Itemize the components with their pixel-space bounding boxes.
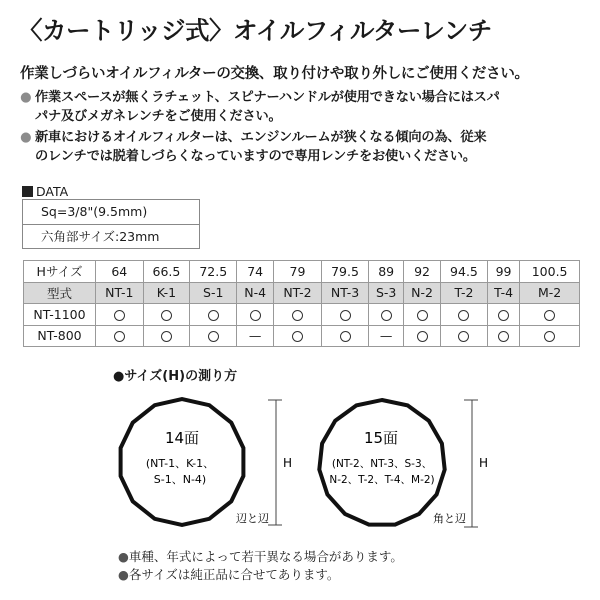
h-size-row-cell: 99 bbox=[487, 261, 519, 283]
compatible-circle-icon bbox=[417, 310, 428, 321]
model-row bbox=[24, 304, 580, 326]
model-row-cell bbox=[190, 304, 237, 326]
compatible-circle-icon bbox=[292, 331, 303, 342]
fifteen-label: 15面 bbox=[363, 429, 399, 447]
compatible-circle-icon bbox=[544, 310, 555, 321]
model-row-cell bbox=[274, 325, 322, 347]
model-row-cell bbox=[96, 304, 144, 326]
h-size-row-cell: 74 bbox=[237, 261, 274, 283]
model-row-cell bbox=[404, 304, 441, 326]
fourteen-models-line1: (NT-1、K-1、 bbox=[145, 457, 215, 470]
bullet-marker: ● bbox=[20, 130, 32, 145]
fourteen-caption: 辺と辺 bbox=[236, 512, 269, 525]
compatible-circle-icon bbox=[114, 310, 125, 321]
type-row-cell: NT-3 bbox=[321, 282, 369, 304]
type-row bbox=[24, 282, 580, 304]
compatible-circle-icon bbox=[498, 331, 509, 342]
type-row-cell: S-3 bbox=[369, 282, 404, 304]
compatible-circle-icon bbox=[340, 331, 351, 342]
compatible-circle-icon bbox=[381, 310, 392, 321]
fourteen-sided-diagram bbox=[121, 399, 292, 525]
fourteen-h-label: H bbox=[283, 456, 293, 470]
bullet-line: 新車におけるオイルフィルターは、エンジンルームが狭くなる傾向の為、従来 bbox=[35, 130, 487, 145]
model-row-header: NT-1100 bbox=[24, 304, 96, 326]
type-row-cell: N-4 bbox=[237, 282, 274, 304]
model-row-cell bbox=[487, 304, 519, 326]
polygon-diagrams bbox=[0, 385, 600, 545]
model-row-cell bbox=[274, 304, 322, 326]
page-subtitle: 作業しづらいオイルフィルターの交換、取り付けや取り外しにご使用ください。 bbox=[20, 66, 529, 82]
note-text: 車種、年式によって若干異なる場合があります。 bbox=[128, 549, 403, 564]
compatible-circle-icon bbox=[208, 331, 219, 342]
spec-hex-size: 六角部サイズ:23mm bbox=[23, 224, 199, 248]
type-row-cell: T-2 bbox=[441, 282, 488, 304]
type-row-cell: NT-1 bbox=[96, 282, 144, 304]
type-row-cell: K-1 bbox=[143, 282, 190, 304]
type-row-cell: NT-2 bbox=[274, 282, 322, 304]
model-row-cell bbox=[441, 325, 488, 347]
bullet-item bbox=[20, 128, 585, 166]
model-row-cell bbox=[321, 304, 369, 326]
note-text: 各サイズは純正品に合せてあります。 bbox=[128, 567, 340, 582]
fifteen-models-line1: (NT-2、NT-3、S-3、 bbox=[331, 458, 433, 470]
compatible-circle-icon bbox=[498, 310, 509, 321]
bullet-marker: ● bbox=[20, 90, 32, 105]
h-size-row-cell: 66.5 bbox=[143, 261, 190, 283]
model-row bbox=[24, 325, 580, 347]
model-row-cell bbox=[369, 304, 404, 326]
compatible-circle-icon bbox=[114, 331, 125, 342]
model-row-cell bbox=[237, 304, 274, 326]
h-size-row-cell: 100.5 bbox=[520, 261, 580, 283]
bullet-line: パナ及びメガネレンチをご使用ください。 bbox=[35, 109, 282, 124]
compatible-circle-icon bbox=[161, 331, 172, 342]
fourteen-label: 14面 bbox=[164, 429, 200, 447]
bullet-line: 作業スペースが無くラチェット、スピナーハンドルが使用できない場合にはスパ bbox=[35, 90, 500, 105]
square-bullet-icon bbox=[22, 186, 33, 197]
type-row-cell: N-2 bbox=[404, 282, 441, 304]
compatible-circle-icon bbox=[417, 331, 428, 342]
h-size-row-cell: 89 bbox=[369, 261, 404, 283]
spec-square-drive: Sq=3/8"(9.5mm) bbox=[41, 204, 148, 219]
compatible-circle-icon bbox=[544, 331, 555, 342]
model-row-cell: — bbox=[369, 325, 404, 347]
size-table bbox=[23, 260, 580, 347]
type-row-cell: T-4 bbox=[487, 282, 519, 304]
fifteen-h-label: H bbox=[479, 456, 489, 470]
model-row-cell bbox=[96, 325, 144, 347]
h-size-row-cell: 79 bbox=[274, 261, 322, 283]
notes bbox=[118, 548, 403, 584]
type-row-cell: M-2 bbox=[520, 282, 580, 304]
compatible-circle-icon bbox=[208, 310, 219, 321]
compatible-circle-icon bbox=[458, 331, 469, 342]
fourteen-models-line2: S-1、N-4) bbox=[153, 473, 207, 486]
compatible-circle-icon bbox=[458, 310, 469, 321]
compatible-circle-icon bbox=[340, 310, 351, 321]
model-row-cell bbox=[190, 325, 237, 347]
h-size-row-cell: 79.5 bbox=[321, 261, 369, 283]
model-row-cell bbox=[487, 325, 519, 347]
h-size-row-header: Hサイズ bbox=[24, 261, 96, 283]
note-item bbox=[118, 548, 403, 566]
h-size-row-cell: 94.5 bbox=[441, 261, 488, 283]
note-marker: ● bbox=[118, 567, 129, 582]
page-title: 〈カートリッジ式〉オイルフィルターレンチ bbox=[18, 16, 492, 45]
measure-title: ●サイズ(H)の測り方 bbox=[113, 369, 238, 384]
fifteen-sided-diagram bbox=[319, 400, 488, 527]
model-row-cell bbox=[143, 325, 190, 347]
model-row-cell: — bbox=[237, 325, 274, 347]
note-marker: ● bbox=[118, 549, 129, 564]
model-row-cell bbox=[520, 304, 580, 326]
model-row-cell bbox=[404, 325, 441, 347]
model-row-cell bbox=[321, 325, 369, 347]
h-size-row bbox=[24, 261, 580, 283]
compatible-circle-icon bbox=[161, 310, 172, 321]
model-row-cell bbox=[143, 304, 190, 326]
type-row-header: 型式 bbox=[24, 282, 96, 304]
model-row-cell bbox=[441, 304, 488, 326]
spec-box bbox=[22, 199, 200, 249]
compatible-circle-icon bbox=[292, 310, 303, 321]
data-label-text: DATA bbox=[36, 184, 69, 199]
h-size-row-cell: 92 bbox=[404, 261, 441, 283]
fifteen-caption: 角と辺 bbox=[433, 512, 466, 525]
type-row-cell: S-1 bbox=[190, 282, 237, 304]
bullet-line: のレンチでは脱着しづらくなっていますので専用レンチをお使いください。 bbox=[35, 149, 476, 164]
data-section-label bbox=[22, 184, 68, 199]
h-size-row-cell: 72.5 bbox=[190, 261, 237, 283]
bullet-item bbox=[20, 88, 585, 126]
note-item bbox=[118, 566, 403, 584]
model-row-header: NT-800 bbox=[24, 325, 96, 347]
h-size-row-cell: 64 bbox=[96, 261, 144, 283]
fifteen-models-line2: N-2、T-2、T-4、M-2) bbox=[329, 474, 435, 486]
model-row-cell bbox=[520, 325, 580, 347]
compatible-circle-icon bbox=[250, 310, 261, 321]
